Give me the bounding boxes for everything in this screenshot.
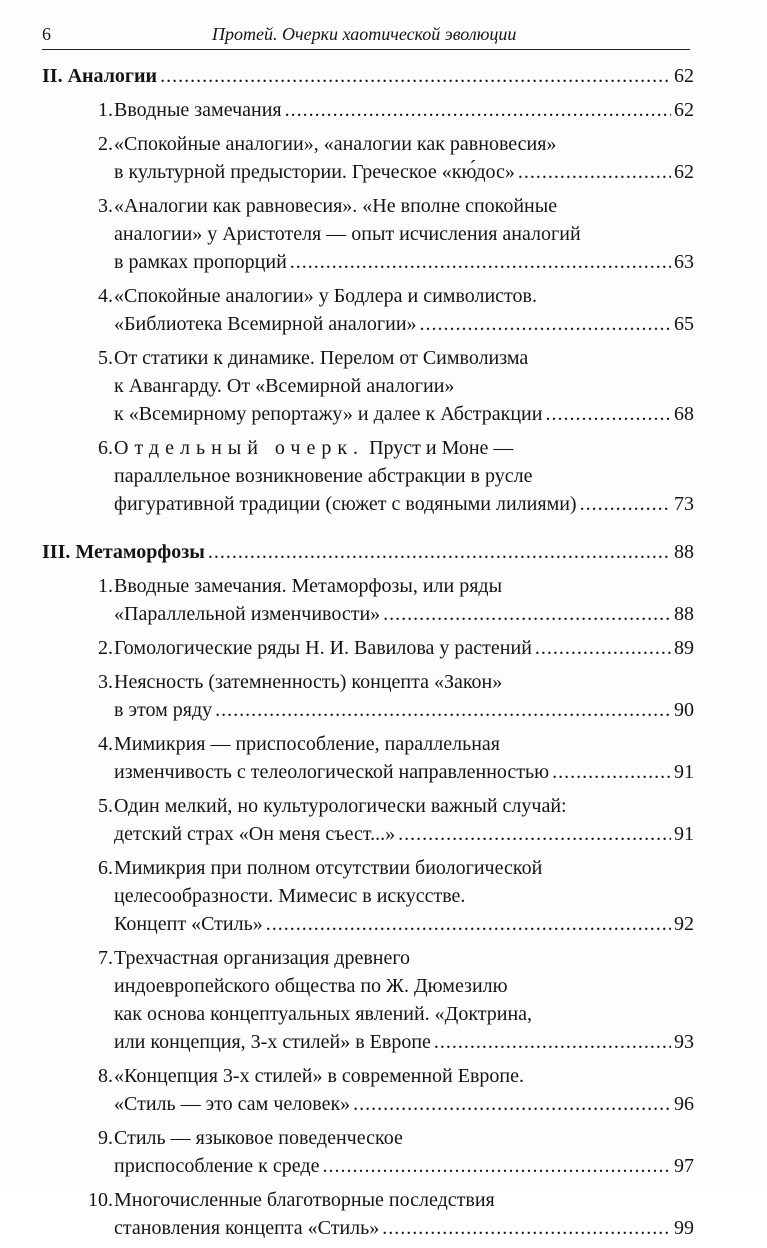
toc-entry-text-line: к «Всемирному репортажу» и далее к Абстракции <box>114 403 543 425</box>
toc-entry-text-line: целесообразности. Мимесис в искусстве. <box>114 885 466 907</box>
toc-page-number: 68 <box>674 403 694 425</box>
toc-entry <box>42 130 694 186</box>
toc-entry <box>42 282 694 338</box>
toc-entry-text-line: параллельное возникновение абстракции в русле <box>114 465 533 487</box>
toc-page-number: 99 <box>674 1217 694 1239</box>
toc-page-number: 62 <box>674 99 694 121</box>
toc-entry <box>42 730 694 786</box>
dot-leader <box>215 696 671 724</box>
toc-page-number: 93 <box>674 1031 694 1053</box>
toc-entry-text-line: «Стиль — это сам человек» <box>114 1093 351 1115</box>
dot-leader <box>290 248 671 276</box>
toc-page-number: 91 <box>674 823 694 845</box>
toc-page-number: 65 <box>674 313 694 335</box>
toc-entry-text-line: Концепт «Стиль» <box>114 913 263 935</box>
toc-entry-text-line: в рамках пропорций <box>114 251 287 273</box>
toc-page-number: 62 <box>674 65 694 87</box>
toc-entry-text-line: От статики к динамике. Перелом от Символизма <box>114 347 529 369</box>
toc-entry-text-line: Трехчастная организация древнего <box>114 947 411 969</box>
toc-entry-text-line: Стиль — языковое поведенческое <box>114 1127 403 1149</box>
toc-entry-number: 6. <box>98 857 113 879</box>
toc-entry-text-line: Вводные замечания <box>114 99 282 121</box>
toc-section-title: III. Метаморфозы <box>42 541 205 563</box>
toc-entry-text-line: Мимикрия при полном отсутствии биологической <box>114 857 543 879</box>
toc-entry-text-line: Один мелкий, но культурологически важный случай: <box>114 795 567 817</box>
toc-page-number: 73 <box>674 493 694 515</box>
toc-entry-number: 9. <box>98 1127 113 1149</box>
toc-entry <box>42 434 694 518</box>
toc-entry-number: 2. <box>98 637 113 659</box>
toc-entry <box>42 854 694 938</box>
dot-leader <box>420 310 671 338</box>
toc-page-number: 88 <box>674 603 694 625</box>
table-of-contents <box>42 62 694 1248</box>
toc-entry-number: 1. <box>98 99 113 121</box>
toc-entry-text-line: индоевропейского общества по Ж. Дюмезилю <box>114 975 508 997</box>
toc-page-number: 90 <box>674 699 694 721</box>
toc-entry-text-line: «Библиотека Всемирной аналогии» <box>114 313 417 335</box>
toc-section-3 <box>42 538 694 566</box>
toc-section-title: II. Аналогии <box>42 65 158 87</box>
page-header <box>42 20 692 50</box>
dot-leader <box>285 96 671 124</box>
toc-entry <box>42 572 694 628</box>
dot-leader <box>535 634 671 662</box>
toc-entry-text-line: приспособление к среде <box>114 1155 320 1177</box>
toc-entry-text-line: аналогии» у Аристотеля — опыт исчисления аналогий <box>114 223 581 245</box>
toc-entry-text-line: «Параллельной изменчивости» <box>114 603 381 625</box>
toc-entry <box>42 344 694 428</box>
toc-entry-text-line: фигуративной традиции (сюжет с водяными лилиями) <box>114 493 577 515</box>
toc-entry-text-line: Пруст и Моне — <box>364 437 514 459</box>
dot-leader <box>398 820 671 848</box>
dot-leader <box>518 158 671 186</box>
toc-entry-text-line: «Спокойные аналогии» у Бодлера и символистов. <box>114 285 537 307</box>
dot-leader <box>208 538 671 566</box>
dot-leader <box>382 1214 671 1242</box>
toc-entry <box>42 944 694 1056</box>
dot-leader <box>383 600 671 628</box>
toc-entry <box>42 96 694 124</box>
toc-entry-text-line: к Авангарду. От «Всемирной аналогии» <box>114 375 455 397</box>
toc-entry-number: 5. <box>98 795 113 817</box>
toc-entry-text-line: в этом ряду <box>114 699 213 721</box>
toc-page-number: 62 <box>674 161 694 183</box>
toc-section-2 <box>42 62 694 90</box>
toc-entry-number: 2. <box>98 133 113 155</box>
dot-leader <box>545 400 671 428</box>
dot-leader <box>353 1090 671 1118</box>
page-number: 6 <box>42 24 51 44</box>
toc-entry <box>42 1124 694 1180</box>
toc-entry <box>42 1062 694 1118</box>
toc-entry-text-line: «Аналогии как равновесия». «Не вполне спокойные <box>114 195 558 217</box>
toc-entry-number: 7. <box>98 947 113 969</box>
toc-entry-text-line: детский страх «Он меня съест...» <box>114 823 396 845</box>
toc-entry-text-line: Мимикрия — приспособление, параллельная <box>114 733 500 755</box>
dot-leader <box>552 758 671 786</box>
toc-page-number: 88 <box>674 541 694 563</box>
toc-entry <box>42 1186 694 1242</box>
toc-entry-text-line: или концепция, 3-х стилей» в Европе <box>114 1031 431 1053</box>
toc-entry-number: 3. <box>98 195 113 217</box>
toc-entry-text-line: изменчивость с телеологической направленностью <box>114 761 550 783</box>
dot-leader <box>580 490 671 518</box>
toc-entry <box>42 634 694 662</box>
toc-entry-spaced-label: Отдельный очерк. <box>114 437 365 459</box>
toc-entry-number: 4. <box>98 285 113 307</box>
dot-leader <box>266 910 671 938</box>
toc-entry <box>42 668 694 724</box>
toc-entry-text-line: Многочисленные благотворные последствия <box>114 1189 495 1211</box>
toc-page-number: 91 <box>674 761 694 783</box>
toc-page-number: 97 <box>674 1155 694 1177</box>
dot-leader <box>160 62 671 90</box>
toc-entry-number: 1. <box>98 575 113 597</box>
toc-entry-number: 10. <box>88 1189 113 1211</box>
toc-entry-text-line: в культурной предыстории. Греческое «кю́дос» <box>114 161 515 183</box>
toc-entry <box>42 192 694 276</box>
toc-page-number: 89 <box>674 637 694 659</box>
toc-page-number: 63 <box>674 251 694 273</box>
toc-entry-number: 5. <box>98 347 113 369</box>
toc-entry-number: 3. <box>98 671 113 693</box>
running-title: Протей. Очерки хаотической эволюции <box>212 24 517 44</box>
toc-entry-number: 6. <box>98 437 113 459</box>
toc-page-number: 92 <box>674 913 694 935</box>
toc-page-number: 96 <box>674 1093 694 1115</box>
toc-entry-number: 8. <box>98 1065 113 1087</box>
toc-entry-text-line: «Концепция 3-х стилей» в современной Европе. <box>114 1065 524 1087</box>
toc-entry-text-line: Гомологические ряды Н. И. Вавилова у растений <box>114 637 532 659</box>
toc-entry-text-line: Неясность (затемненность) концепта «Закон» <box>114 671 503 693</box>
toc-entry-text-line: как основа концептуальных явлений. «Доктрина, <box>114 1003 533 1025</box>
dot-leader <box>434 1028 671 1056</box>
dot-leader <box>322 1152 671 1180</box>
toc-entry-text-line: «Спокойные аналогии», «аналогии как равновесия» <box>114 133 557 155</box>
toc-entry-text-line: становления концепта «Стиль» <box>114 1217 380 1239</box>
toc-entry-text-line: Вводные замечания. Метаморфозы, или ряды <box>114 575 503 597</box>
toc-entry-number: 4. <box>98 733 113 755</box>
toc-entry <box>42 792 694 848</box>
header-rule <box>42 49 690 50</box>
